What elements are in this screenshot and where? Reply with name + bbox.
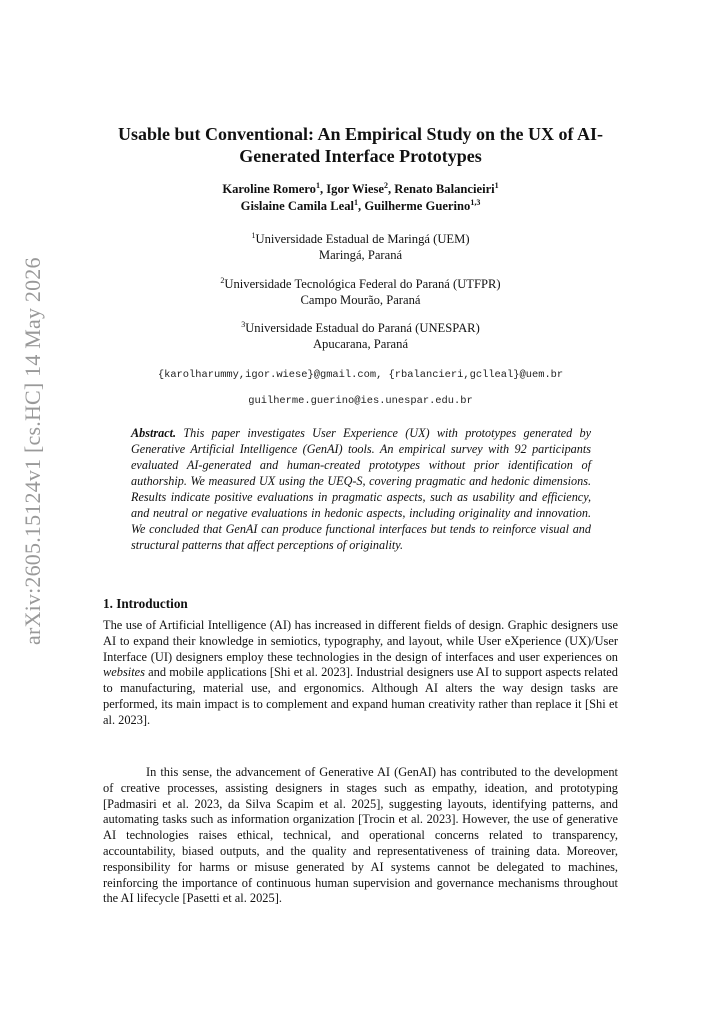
affiliation-1 <box>100 231 621 263</box>
author-affiliation-mark: 1 <box>315 180 320 190</box>
affiliation-mark: 3 <box>241 319 246 329</box>
author-name: Gislaine Camila Leal <box>240 199 355 213</box>
paper-title: Usable but Conventional: An Empirical Study on the UX of AI-Generated Interface Prototypes <box>117 124 604 166</box>
paragraph-emphasis: websites <box>103 665 145 680</box>
author-line-1 <box>100 181 621 198</box>
abstract <box>131 425 591 553</box>
paragraph-text: and mobile applications [Shi et al. 2023]. Industrial designers use AI to support aspects related to manufacturing, material use, and ergonomics. Although AI alters the way design tasks are performed, its main impact is to complement and expand human creativity rather than replace it [Shi et al. 2023]. <box>103 665 618 727</box>
affiliation-mark: 1 <box>251 230 256 240</box>
paragraph-1 <box>103 618 618 729</box>
affiliation-location: Maringá, Paraná <box>318 248 403 262</box>
author-list <box>100 181 621 215</box>
affiliation-location: Campo Mourão, Paraná <box>300 293 421 307</box>
author-affiliation-mark: 1,3 <box>470 197 481 207</box>
author-affiliation-mark: 2 <box>383 180 388 190</box>
affiliation-name: Universidade Estadual do Paraná (UNESPAR) <box>245 321 480 335</box>
email-line-1: {karolharummy,igor.wiese}@gmail.com, {rbalancieri,gclleal}@uem.br <box>157 369 564 381</box>
author-name: Renato Balancieiri <box>394 182 495 196</box>
abstract-text: This paper investigates User Experience (UX) with prototypes generated by Generative Artificial Intelligence (GenAI) tools. An empirical survey with 92 participants evaluated AI-generated and human-created prototypes without prior identification of authorship. We measured UX using the UEQ-S, covering pragmatic and hedonic dimensions. Results indicate positive evaluations in pragmatic aspects, such as usability and efficiency, and neutral or negative evaluations in hedonic aspects, including originality and innovation. We concluded that GenAI can produce functional interfaces but tends to reinforce visual and structural patterns that affect perceptions of originality. <box>131 426 592 552</box>
affiliation-2 <box>100 276 621 308</box>
paragraph-text: The use of Artificial Intelligence (AI) has increased in different fields of design. Graphic designers use AI to expand their knowledge in semiotics, typography, and layout, while User eXperience (UX)/User Interface (UI) designers employ these technologies in the design of interfaces and user experiences on <box>103 618 618 664</box>
author-separator: , <box>387 182 395 196</box>
paragraph-2: In this sense, the advancement of Generative AI (GenAI) has contributed to the development of creative processes, assisting designers in stages such as empathy, ideation, and prototyping [Padmasiri et al. 2023, da Silva Scapim et al. 2025], suggesting layouts, identifying patterns, and automating tasks such as information organization [Trocin et al. 2023]. However, the use of generative AI technologies raises ethical, technical, and operational concerns related to transparency, accountability, biased outputs, and the quality and representativeness of training data. Moreover, responsibility for harms or misuse generated by AI systems cannot be delegated to machines, reinforcing the importance of continuous human supervision and governance mechanisms throughout the AI lifecycle [Pasetti et al. 2025]. <box>103 765 618 906</box>
author-line-2 <box>100 198 621 215</box>
author-affiliation-mark: 1 <box>494 180 499 190</box>
email-line-2: guilherme.guerino@ies.unespar.edu.br <box>248 395 473 407</box>
author-separator: , <box>358 199 365 213</box>
affiliation-name: Universidade Estadual de Maringá (UEM) <box>255 232 470 246</box>
affiliation-location: Apucarana, Paraná <box>312 337 409 351</box>
affiliation-name: Universidade Tecnológica Federal do Paraná (UTFPR) <box>224 277 501 291</box>
abstract-label: Abstract. <box>131 426 177 440</box>
arxiv-identifier: arXiv:2605.15124v1 [cs.HC] 14 May 2026 <box>20 257 45 645</box>
author-name: Karoline Romero <box>222 182 316 196</box>
section-heading: 1. Introduction <box>103 596 188 611</box>
author-name: Igor Wiese <box>326 182 384 196</box>
affiliation-3 <box>100 320 621 352</box>
author-separator: , <box>319 182 327 196</box>
author-affiliation-mark: 1 <box>354 197 359 207</box>
author-name: Guilherme Guerino <box>364 199 471 213</box>
affiliation-mark: 2 <box>220 275 225 285</box>
